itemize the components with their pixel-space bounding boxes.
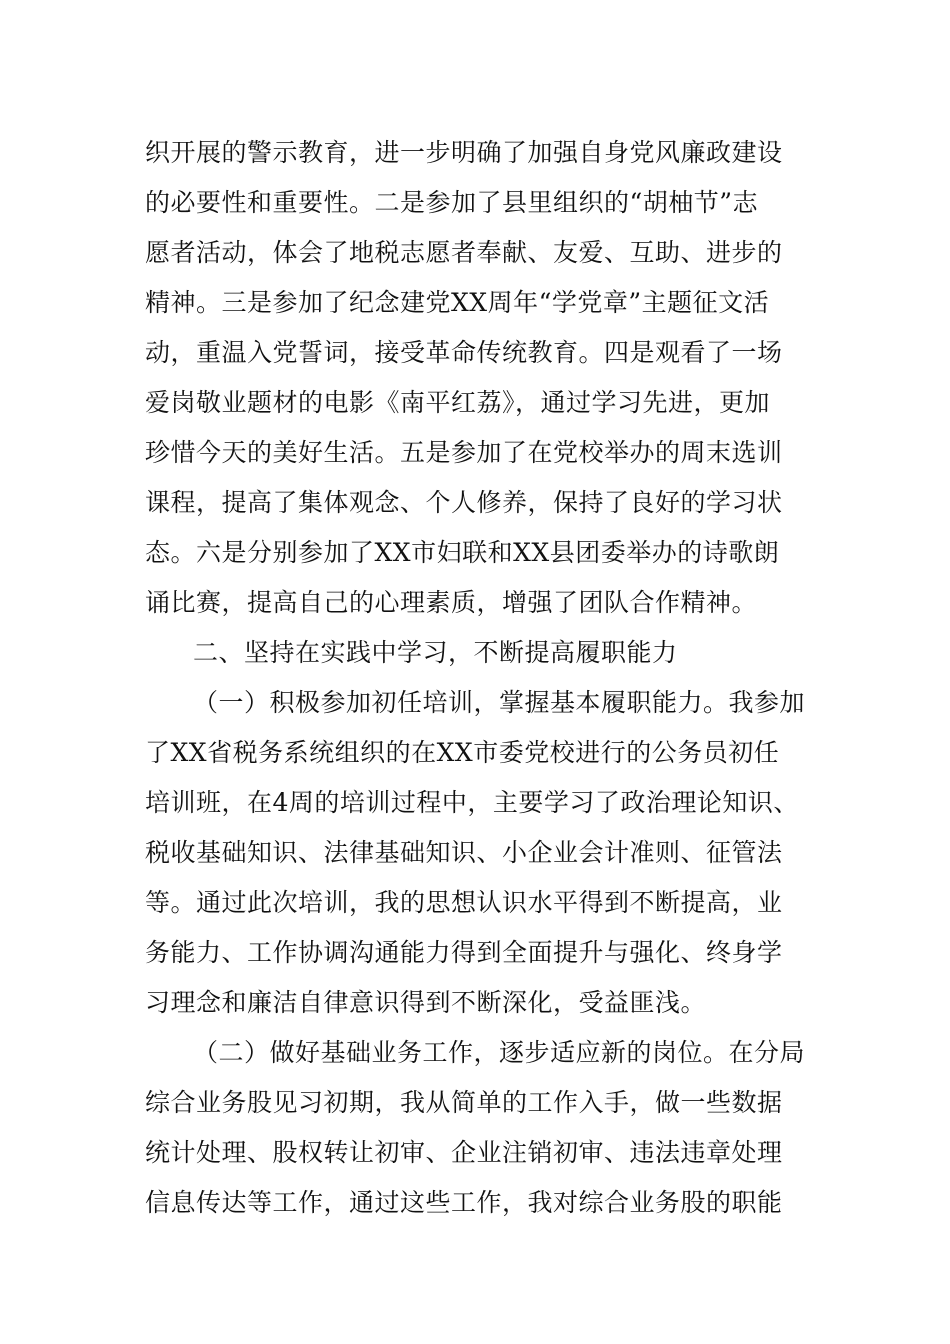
text-line: 爱岗敬业题材的电影《南平红荔》，通过学习先进，更加 bbox=[145, 388, 771, 417]
text-line: 愿者活动，体会了地税志愿者奉献、友爱、互助、进步的 bbox=[145, 238, 783, 267]
text-line: 的必要性和重要性。二是参加了县里组织的“胡柚节”志 bbox=[145, 188, 759, 217]
text-line: 统计处理、股权转让初审、企业注销初审、违法违章处理 bbox=[145, 1138, 783, 1167]
text-line: 习理念和廉洁自律意识得到不断深化，受益匪浅。 bbox=[145, 988, 707, 1017]
text-line: 动，重温入党誓词，接受革命传统教育。四是观看了一场 bbox=[145, 338, 783, 367]
document-body bbox=[145, 128, 815, 1228]
text-line: 税收基础知识、法律基础知识、小企业会计准则、征管法 bbox=[145, 838, 783, 867]
section-heading: 二、坚持在实践中学习，不断提高履职能力 bbox=[193, 638, 678, 667]
text-line: 等。通过此次培训，我的思想认识水平得到不断提高，业 bbox=[145, 888, 783, 917]
text-line: 珍惜今天的美好生活。五是参加了在党校举办的周末选训 bbox=[145, 438, 783, 467]
text-line: 织开展的警示教育，进一步明确了加强自身党风廉政建设 bbox=[145, 138, 783, 167]
text-line: 了XX省税务系统组织的在XX市委党校进行的公务员初任 bbox=[145, 738, 780, 767]
text-line: 务能力、工作协调沟通能力得到全面提升与强化、终身学 bbox=[145, 938, 783, 967]
text-line: 综合业务股见习初期，我从简单的工作入手，做一些数据 bbox=[145, 1088, 783, 1117]
text-line: 培训班，在4周的培训过程中，主要学习了政治理论知识、 bbox=[145, 788, 799, 817]
text-line: 精神。三是参加了纪念建党XX周年“学党章”主题征文活 bbox=[145, 288, 770, 317]
text-line: 信息传达等工作，通过这些工作，我对综合业务股的职能 bbox=[145, 1188, 783, 1217]
text-line: 诵比赛，提高自己的心理素质，增强了团队合作精神。 bbox=[145, 588, 758, 617]
subsection-heading-line: （一）积极参加初任培训，掌握基本履职能力。我参加 bbox=[193, 688, 806, 717]
text-line: 课程，提高了集体观念、个人修养，保持了良好的学习状 bbox=[145, 488, 783, 517]
text-line: 态。六是分别参加了XX市妇联和XX县团委举办的诗歌朗 bbox=[145, 538, 780, 567]
subsection-heading-line: （二）做好基础业务工作，逐步适应新的岗位。在分局 bbox=[193, 1038, 806, 1067]
